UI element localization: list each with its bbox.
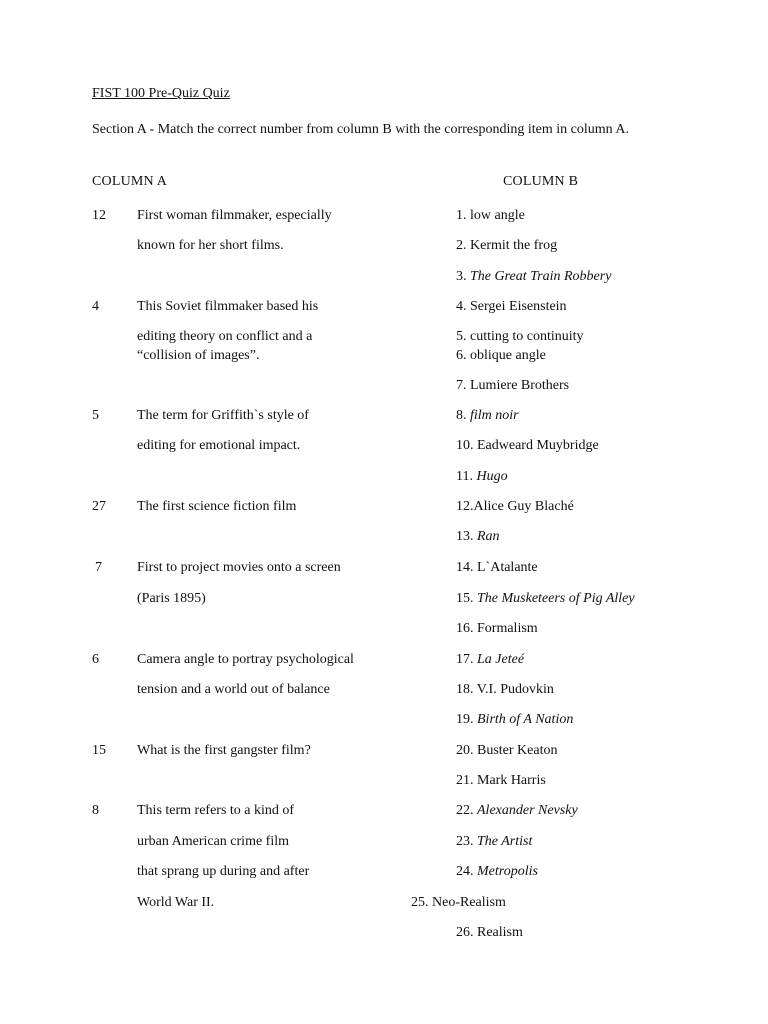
column-a-header: COLUMN A bbox=[92, 174, 168, 189]
column-a-text: (Paris 1895) bbox=[137, 591, 206, 606]
column-b-text: oblique angle bbox=[470, 348, 546, 363]
column-b-number: 19. bbox=[456, 712, 474, 727]
column-b-item bbox=[456, 268, 611, 286]
column-b-item bbox=[456, 772, 546, 790]
column-b-text: Realism bbox=[477, 925, 523, 940]
column-b-text: Birth of A Nation bbox=[477, 712, 574, 727]
column-a-text: that sprang up during and after bbox=[137, 864, 310, 879]
column-b-text: The Artist bbox=[477, 834, 533, 849]
column-b-text: The Great Train Robbery bbox=[470, 269, 612, 284]
column-a-text: editing theory on conflict and a bbox=[137, 329, 313, 344]
column-a-text: This Soviet filmmaker based his bbox=[137, 299, 319, 314]
column-b-number: 10. bbox=[456, 438, 474, 453]
column-b-text: Metropolis bbox=[477, 864, 538, 879]
column-b-item bbox=[456, 620, 538, 638]
column-a-text: World War II. bbox=[137, 895, 215, 910]
column-b-number: 14. bbox=[456, 560, 474, 575]
column-b-item bbox=[456, 207, 525, 225]
column-b-text: low angle bbox=[470, 208, 525, 223]
column-b-text: Kermit the frog bbox=[470, 238, 558, 253]
column-a-text: Camera angle to portray psychological bbox=[137, 652, 354, 667]
column-b-text: Lumiere Brothers bbox=[470, 378, 570, 393]
column-b-number: 8. bbox=[456, 408, 467, 423]
column-b-number: 16. bbox=[456, 621, 474, 636]
column-a-text: “collision of images”. bbox=[137, 348, 260, 363]
column-b-item bbox=[456, 924, 523, 942]
column-b-item bbox=[456, 742, 557, 760]
column-a-text: editing for emotional impact. bbox=[137, 438, 301, 453]
column-a-text: What is the first gangster film? bbox=[137, 743, 311, 758]
column-b-item bbox=[456, 711, 573, 729]
column-a-text: The first science fiction film bbox=[137, 499, 297, 514]
column-b-text: La Jeteé bbox=[477, 652, 525, 667]
column-b-number: 13. bbox=[456, 529, 474, 544]
column-b-number: 25. bbox=[411, 895, 429, 910]
column-a-answer: 5 bbox=[92, 408, 99, 423]
column-b-text: Buster Keaton bbox=[477, 743, 558, 758]
column-b-item bbox=[456, 498, 574, 516]
column-b-text: V.I. Pudovkin bbox=[476, 682, 554, 697]
column-b-number: 4. bbox=[456, 299, 467, 314]
column-b-item bbox=[456, 863, 538, 881]
column-b-number: 21. bbox=[456, 773, 474, 788]
column-b-text: Sergei Eisenstein bbox=[470, 299, 567, 314]
column-a-text: known for her short films. bbox=[137, 238, 284, 253]
column-b-number: 1. bbox=[456, 208, 467, 223]
column-a-answer: 8 bbox=[92, 803, 99, 818]
column-b-text: Hugo bbox=[476, 469, 508, 484]
column-b-text: Alice Guy Blaché bbox=[473, 499, 574, 514]
column-b-number: 6. bbox=[456, 348, 467, 363]
column-b-item bbox=[456, 833, 532, 851]
column-b-text: The Musketeers of Pig Alley bbox=[477, 591, 635, 606]
column-a-text: The term for Griffith`s style of bbox=[137, 408, 309, 423]
column-a-text: This term refers to a kind of bbox=[137, 803, 295, 818]
column-b-item bbox=[456, 237, 557, 255]
column-b-item bbox=[456, 528, 500, 546]
column-a-text: First to project movies onto a screen bbox=[137, 560, 341, 575]
column-b-number: 11. bbox=[456, 469, 473, 484]
column-b-number: 15. bbox=[456, 591, 474, 606]
column-b-text: Alexander Nevsky bbox=[477, 803, 578, 818]
column-b-number: 17. bbox=[456, 652, 474, 667]
column-b-text: Mark Harris bbox=[477, 773, 546, 788]
column-b-item bbox=[456, 407, 519, 425]
column-b-item bbox=[456, 437, 599, 455]
column-b-text: Ran bbox=[477, 529, 500, 544]
column-b-number: 5. bbox=[456, 329, 467, 344]
column-b-text: Neo-Realism bbox=[432, 895, 506, 910]
column-b-header: COLUMN B bbox=[503, 174, 579, 189]
column-b-item bbox=[456, 559, 538, 577]
section-a-instructions: Section A - Match the correct number from column B with the corresponding item in column A. bbox=[92, 122, 629, 137]
column-b-text: cutting to continuity bbox=[470, 329, 584, 344]
column-b-item bbox=[456, 681, 554, 699]
column-a-text: urban American crime film bbox=[137, 834, 289, 849]
column-b-text: L`Atalante bbox=[477, 560, 538, 575]
column-b-number: 7. bbox=[456, 378, 467, 393]
column-a-answer: 6 bbox=[92, 652, 99, 667]
column-b-item bbox=[456, 347, 546, 365]
column-a-answer: 27 bbox=[92, 499, 106, 514]
column-b-item bbox=[456, 468, 508, 486]
column-b-number: 24. bbox=[456, 864, 474, 879]
column-b-text: film noir bbox=[470, 408, 519, 423]
column-b-number: 23. bbox=[456, 834, 474, 849]
column-b-number: 12. bbox=[456, 499, 474, 514]
column-b-item bbox=[456, 802, 578, 820]
column-b-number: 26. bbox=[456, 925, 474, 940]
column-a-answer: 7 bbox=[95, 560, 102, 575]
column-b-number: 22. bbox=[456, 803, 474, 818]
column-b-item bbox=[456, 328, 584, 346]
column-b-item bbox=[456, 651, 524, 669]
column-b-number: 2. bbox=[456, 238, 467, 253]
column-a-text: First woman filmmaker, especially bbox=[137, 208, 332, 223]
column-b-number: 18. bbox=[456, 682, 474, 697]
column-a-answer: 12 bbox=[92, 208, 106, 223]
column-a-answer: 15 bbox=[92, 743, 106, 758]
column-b-text: Eadweard Muybridge bbox=[477, 438, 599, 453]
column-b-item bbox=[456, 590, 635, 608]
column-b-item bbox=[456, 377, 569, 395]
column-b-text: Formalism bbox=[477, 621, 538, 636]
column-b-item bbox=[411, 894, 506, 912]
column-a-text: tension and a world out of balance bbox=[137, 682, 330, 697]
column-b-number: 20. bbox=[456, 743, 474, 758]
quiz-title: FIST 100 Pre-Quiz Quiz bbox=[92, 86, 230, 101]
column-b-item bbox=[456, 298, 567, 316]
column-b-number: 3. bbox=[456, 269, 467, 284]
column-a-answer: 4 bbox=[92, 299, 99, 314]
